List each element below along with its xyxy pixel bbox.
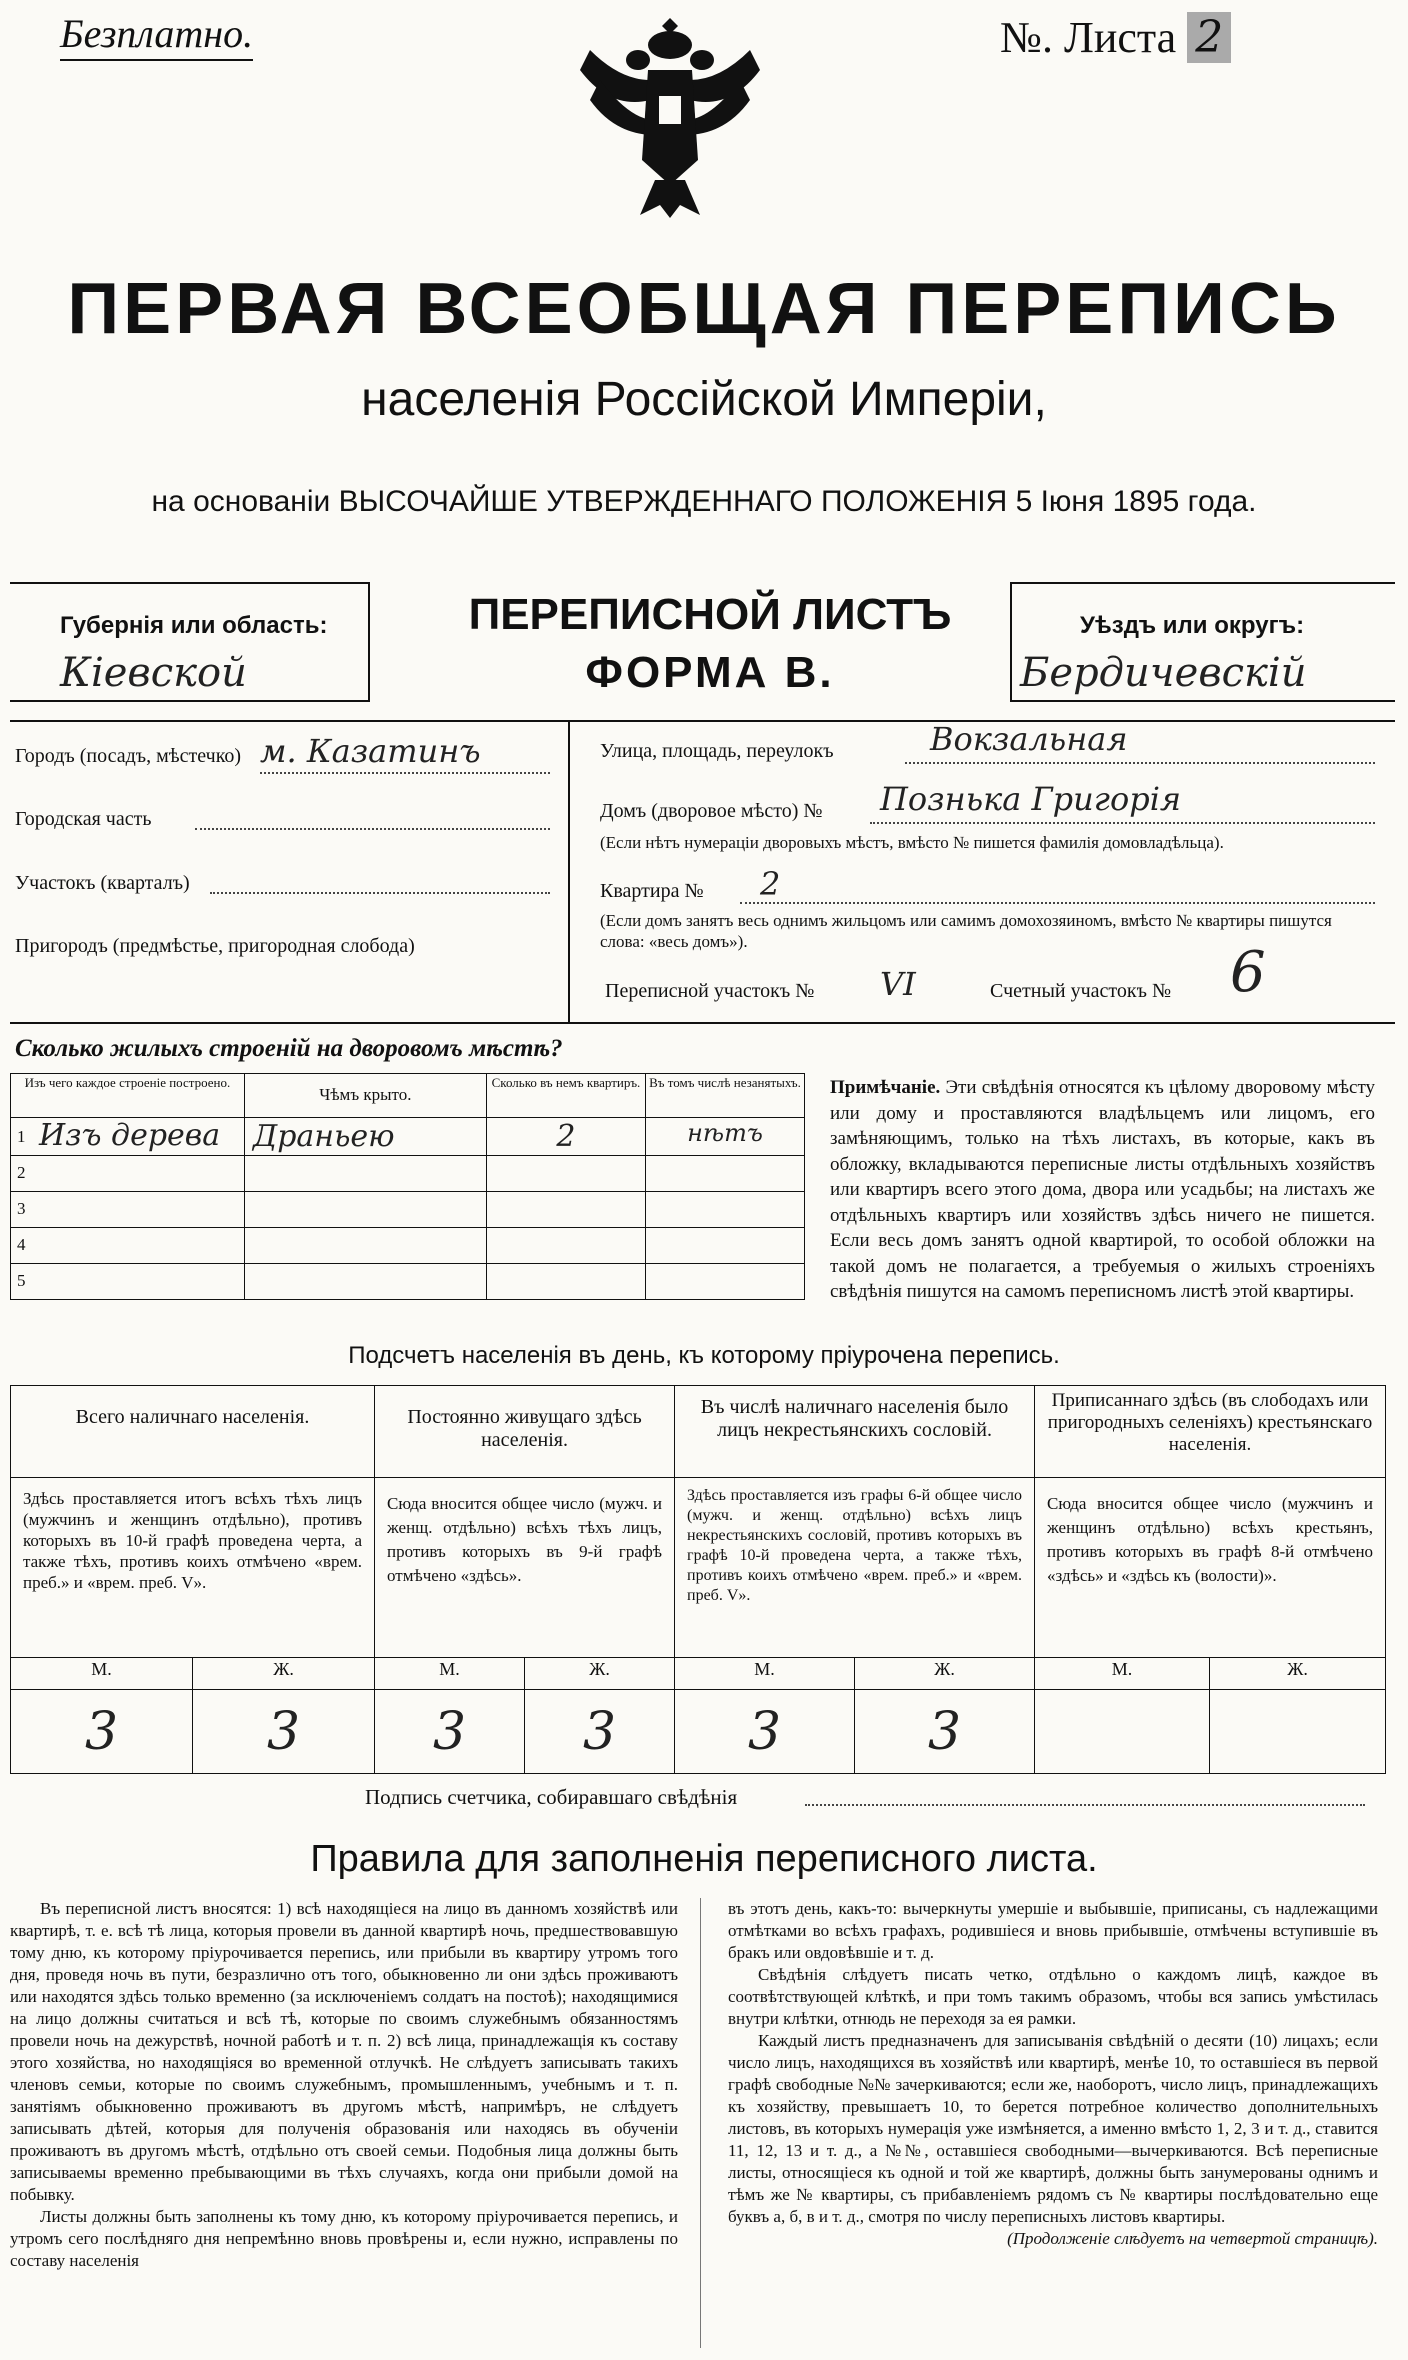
nonpeasant-female-value: 3 — [855, 1690, 1035, 1774]
form-name: ФОРМА В. — [585, 648, 835, 697]
suburb-label: Пригородъ (предмѣстье, пригородная слобода) — [15, 935, 415, 957]
house-label: Домъ (дворовое мѣсто) № — [600, 800, 823, 822]
population-head-peasant: Приписаннаго здѣсь (въ слободахъ или пригородныхъ селеніяхъ) крестьянскаго населенія. — [1035, 1386, 1386, 1478]
apartment-label: Квартира № — [600, 880, 704, 902]
buildings-header-apartments: Сколько въ немъ квартиръ. — [486, 1074, 645, 1118]
street-value: Вокзальная — [930, 720, 1128, 758]
row-number: 2 — [11, 1156, 245, 1192]
population-desc-nonpeasant: Здѣсь проставляется изъ графы 6-й общее число (мужч. и женщ. отдѣльно) всѣхъ лицъ некрестьянскихъ сословій, противъ которыхъ въ графѣ 10-й проведена черта, а также тѣхъ, противъ коихъ отмѣчено «врем. преб.» и «врем. преб. V». — [675, 1478, 1035, 1658]
row-number: 3 — [11, 1192, 245, 1228]
page-basis: на основаніи ВЫСОЧАЙШЕ УТВЕРЖДЕННАГО ПОЛОЖЕНІЯ 5 Іюня 1895 года. — [151, 485, 1257, 518]
buildings-title: Сколько жилыхъ строеній на дворовомъ мѣстѣ? — [15, 1035, 563, 1062]
rules-paragraph: Въ переписной листъ вносятся: 1) всѣ находящіеся на лицо въ данномъ хозяйствѣ или квартирѣ, т. е. всѣ тѣ лица, которыя провели въ данной квартирѣ ночь, предшествовавшую тому дню, къ которому пріурочивается перепись, или прибыли въ квартиру утромъ того дня, проведя ночь въ пути, безразлично отъ того, обыкновенно ли они здѣсь проживаютъ или находятся здѣсь только временно (за исключеніемъ солдатъ на постоѣ); находящимися на лицо должны считаться и всѣ тѣ, которые по своимъ служебнымъ обязанностямъ провели ночь на дежурствѣ, ночной работѣ и т. п. 2) всѣ лица, принадлежащія къ составу этого хозяйства, но находящіяся во временной отлучкѣ. Не слѣдуетъ записывать такихъ членовъ семьи, которые по своимъ служебнымъ, промышленнымъ, учебнымъ и т. п. занятіямъ обыкновенно проживаютъ въ другомъ мѣстѣ, напримѣръ, не слѣдуетъ записывать дѣтей, которыя для полученія образованія или находясь въ обученіи проживаютъ въ другомъ мѣстѣ, отдѣльно отъ своей семьи. Подобныя лица должны быть записываемы временно пребывающими въ тѣхъ случаяхъ, когда они прибыли домой на побывку. — [10, 1899, 678, 2204]
population-desc-total: Здѣсь проставляется итогъ всѣхъ тѣхъ лицъ (мужчинъ и женщинъ отдѣльно), противъ которыхъ въ 10-й графѣ проведена черта, а также тѣхъ, противъ коихъ отмѣчено «врем. преб.» и «врем. преб. V». — [11, 1478, 375, 1658]
table-row — [11, 1264, 805, 1300]
buildings-note-label: Примѣчаніе. — [830, 1077, 941, 1098]
buildings-header-empty: Въ томъ числѣ незанятыхъ. — [645, 1074, 804, 1118]
free-label: Безплатно. — [60, 10, 253, 61]
city-value: м. Казатинъ — [260, 732, 481, 770]
house-note: (Если нѣтъ нумераціи дворовыхъ мѣстъ, вмѣсто № пишется фамилія домовладѣльца). — [600, 833, 1224, 852]
buildings-header-material: Изъ чего каждое строеніе построено. — [11, 1074, 245, 1118]
permanent-male-value: 3 — [375, 1690, 525, 1774]
uezd-label: Уѣздъ или округъ: — [1080, 612, 1305, 639]
roof-cell: Драньею — [244, 1118, 486, 1156]
table-row — [11, 1156, 805, 1192]
province-label: Губернія или область: — [60, 612, 328, 639]
population-head-total: Всего наличнаго населенія. — [11, 1386, 375, 1478]
district-label: Участокъ (кварталъ) — [15, 872, 190, 894]
page-subtitle: населенія Россійской Имперіи, — [361, 373, 1047, 426]
total-male-value: 3 — [11, 1690, 193, 1774]
apartment-note: (Если домъ занятъ весь однимъ жильцомъ или самимъ домохозяиномъ, вмѣсто № квартиры пишутся слова: «весь домъ»). — [600, 911, 1332, 951]
rules-left-column — [10, 1898, 678, 2272]
population-head-nonpeasant: Въ числѣ наличнаго населенія было лицъ некрестьянскихъ сословій. — [675, 1386, 1035, 1478]
male-label: М. — [375, 1658, 525, 1690]
material-cell: Изъ дерева — [39, 1118, 221, 1153]
rules-paragraph: Листы должны быть заполнены къ тому дню, къ которому пріурочивается перепись, и утромъ сего послѣдняго дня непремѣнно вновь провѣрены и, если нужно, исправлены по составу населенія — [10, 2207, 678, 2270]
table-row — [11, 1228, 805, 1264]
buildings-header-roof: Чѣмъ крыто. — [244, 1074, 486, 1118]
page-title: ПЕРВАЯ ВСЕОБЩАЯ ПЕРЕПИСЬ — [67, 269, 1341, 349]
form-title: ПЕРЕПИСНОЙ ЛИСТЪ — [468, 590, 952, 639]
sheet-number-label: №. Листа — [1000, 13, 1177, 62]
row-number: 1 — [17, 1127, 26, 1146]
apartments-cell: 2 — [486, 1118, 645, 1156]
peasant-male-value — [1035, 1690, 1210, 1774]
nonpeasant-male-value: 3 — [675, 1690, 855, 1774]
row-number: 5 — [11, 1264, 245, 1300]
table-row — [11, 1118, 805, 1156]
rules-paragraph: Каждый листъ предназначенъ для записыванія свѣдѣній о десяти (10) лицахъ; если число лицъ, находящихся въ хозяйствѣ или квартирѣ, менѣе 10, то оставшіеся въ первой графѣ свободные №№ зачеркиваются; если же, наоборотъ, число лицъ, принадлежащихъ къ хозяйству, превышаетъ 10, то берется потребное количество дополнительныхъ листовъ, въ которыхъ нумерація уже измѣняется, а именно вмѣсто 1, 2, 3 и т. д., ставится 11, 12, 13 и т. д., а №№, оставшіеся свободными—вычеркиваются. Всѣ переписные листы, относящіеся къ одной и той же квартирѣ, должны быть занумерованы однимъ и тѣмъ же № квартиры, съ прибавленіемъ рядомъ съ № квартиры послѣдовательно еще буквъ а, б, в и т. д., смотря по числу переписныхъ листовъ квартиры. — [728, 2031, 1378, 2226]
empty-cell: нѣтъ — [645, 1118, 804, 1156]
census-area-label: Переписной участокъ № — [605, 980, 815, 1002]
city-part-label: Городская часть — [15, 808, 152, 830]
female-label: Ж. — [1210, 1658, 1386, 1690]
rules-right-column — [728, 1898, 1378, 2250]
permanent-female-value: 3 — [525, 1690, 675, 1774]
double-headed-eagle-icon — [560, 10, 780, 220]
sheet-number — [1000, 12, 1231, 63]
female-label: Ж. — [525, 1658, 675, 1690]
population-title: Подсчетъ населенія въ день, къ которому пріурочена перепись. — [348, 1342, 1060, 1369]
count-area-value: 6 — [1230, 940, 1266, 1005]
house-value: Познька Григорія — [880, 780, 1182, 818]
male-label: М. — [1035, 1658, 1210, 1690]
city-label: Городъ (посадъ, мѣстечко) — [15, 745, 242, 767]
row-number: 4 — [11, 1228, 245, 1264]
street-label: Улица, площадь, переулокъ — [600, 740, 834, 762]
female-label: Ж. — [193, 1658, 375, 1690]
peasant-female-value — [1210, 1690, 1386, 1774]
total-female-value: 3 — [193, 1690, 375, 1774]
rules-continued: (Продолженіе слѣдуетъ на четвертой страницѣ). — [1007, 2229, 1378, 2248]
male-label: М. — [11, 1658, 193, 1690]
female-label: Ж. — [855, 1658, 1035, 1690]
table-row — [11, 1192, 805, 1228]
uezd-value: Бердичевскій — [1020, 650, 1307, 696]
census-area-value: VI — [880, 965, 916, 1003]
rules-paragraph: Свѣдѣнія слѣдуетъ писать четко, отдѣльно о каждомъ лицѣ, каждое въ соотвѣтствующей клѣткѣ, и при томъ такимъ образомъ, чтобы вся запись умѣстилась внутри клѣтки, отнюдь не переходя за ея рамки. — [728, 1965, 1378, 2028]
buildings-note — [830, 1075, 1375, 1305]
province-value: Кіевской — [60, 650, 247, 696]
signature-label: Подпись счетчика, собиравшаго свѣдѣнія — [365, 1785, 738, 1809]
count-area-label: Счетный участокъ № — [990, 980, 1172, 1002]
population-head-permanent: Постоянно живущаго здѣсь населенія. — [375, 1386, 675, 1478]
rules-title: Правила для заполненія переписного листа. — [310, 1838, 1098, 1880]
buildings-table — [10, 1073, 805, 1300]
rules-paragraph: въ этотъ день, какъ-то: вычеркнуты умершіе и выбывшіе, приписаны, съ надлежащими отмѣтками во всѣхъ графахъ, родившіеся и вновь прибывшіе, отмѣчены вступившіе въ бракъ или овдовѣвшіе и т. д. — [728, 1899, 1378, 1962]
male-label: М. — [675, 1658, 855, 1690]
population-table — [10, 1385, 1386, 1774]
apartment-value: 2 — [760, 865, 781, 903]
buildings-note-text: Эти свѣдѣнія относятся къ цѣлому дворовому мѣсту или дому и проставляются владѣльцемъ или лицомъ, его замѣняющимъ, только на тѣхъ листахъ, въ которые, какъ въ обложку, вкладываются переписные листы отдѣльныхъ хозяйствъ или квартиръ всего этого дома, двора или усадьбы; на листахъ же отдѣльныхъ квартиръ или хозяйствъ здѣсь ничего не пишется. Если весь домъ занятъ одной квартирой, то особой обложки на такой домъ не полагается, а требуемыя о жилыхъ строеніяхъ свѣдѣнія пишутся на самомъ переписномъ листѣ этой квартиры. — [830, 1077, 1376, 1302]
population-desc-permanent: Сюда вносится общее число (мужч. и женщ. отдѣльно) всѣхъ тѣхъ лицъ, противъ которыхъ въ 9-й графѣ отмѣчено «здѣсь». — [375, 1478, 675, 1658]
sheet-number-value: 2 — [1187, 12, 1231, 63]
population-desc-peasant: Сюда вносится общее число (мужчинъ и женщинъ отдѣльно) всѣхъ крестьянъ, противъ которыхъ въ графѣ 8-й отмѣчено «здѣсь» и «здѣсь къ (волости)». — [1035, 1478, 1386, 1658]
